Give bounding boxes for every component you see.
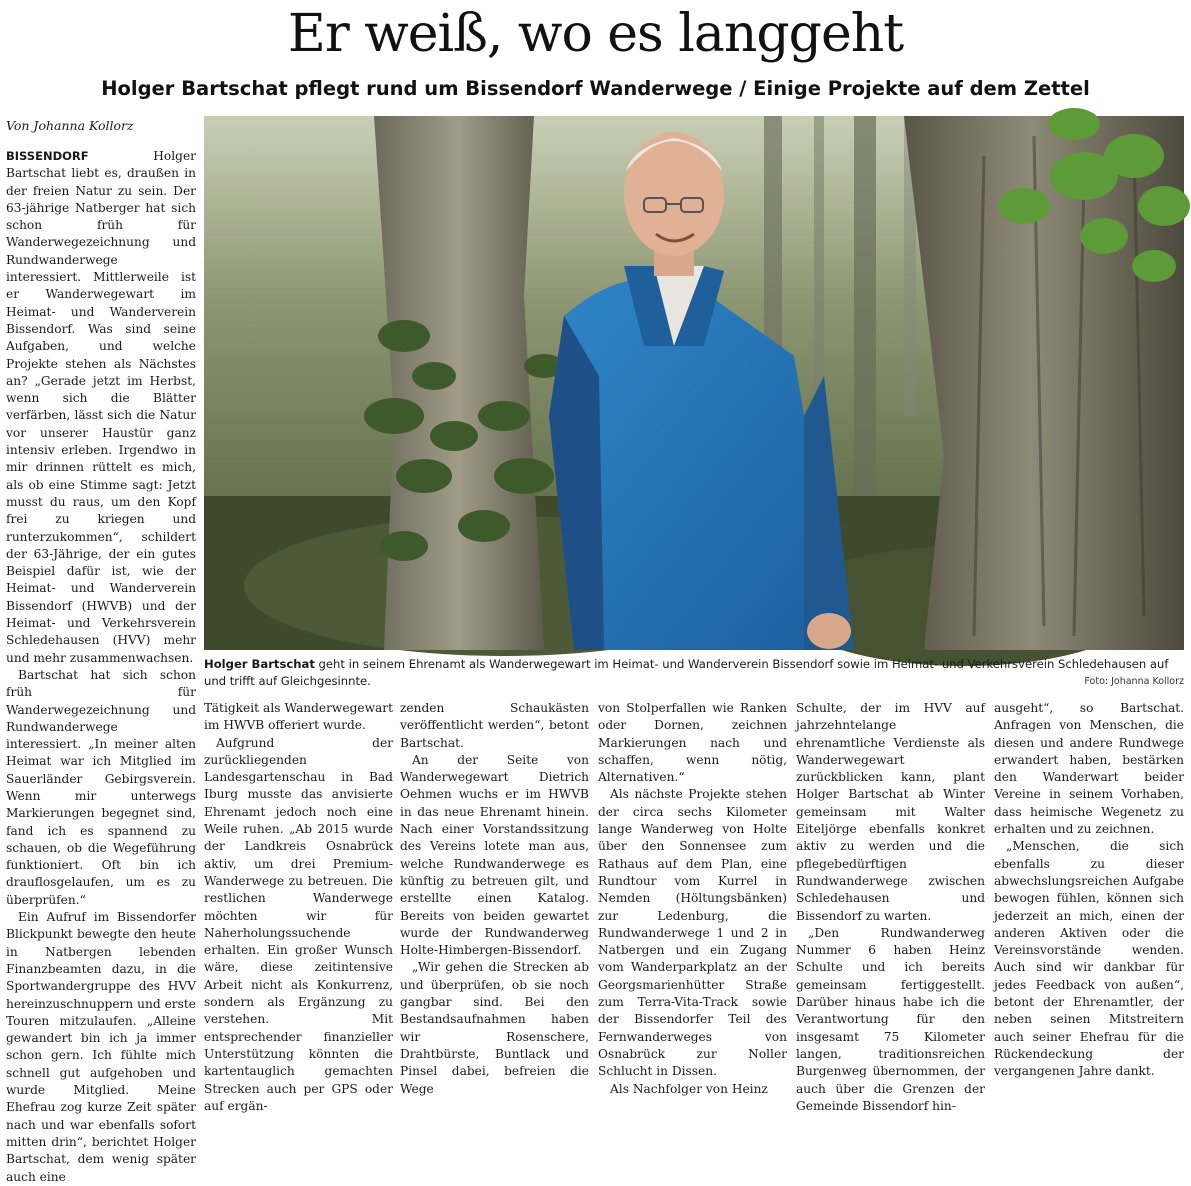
article-column-1 bbox=[6, 148, 196, 1184]
article-column-5 bbox=[796, 700, 985, 1113]
paragraph-text: Holger Bartschat liebt es, draußen in der freien Natur zu sein. Der 63-jährige Natberger hat sich schon früh für Wanderwegezeichnung und Rundwanderwege interessiert. Mittlerweile ist er Wanderwegewart im Heimat- und Wanderverein Bissendorf. Was sind seine Aufgaben, und welche Projekte stehen als Nächstes an? „Gerade jetzt im Herbst, wenn sich die Blätter verfärben, lässt sich die Natur vor unserer Haustür ganz intensiv erleben. Irgendwo in mir drinnen rüttelt es mich, als ob eine Stimme sagt: Jetzt musst du raus, um den Kopf frei zu kriegen und runterzukommen“, schildert der 63-Jährige, der ein gutes Beispiel dafür ist, wie der Heimat- und Wanderverein Bissendorf (HWVB) und der Heimat- und Verkehrsverein Schledehausen (HVV) mehr und mehr zusammenwachsen. bbox=[6, 149, 196, 665]
paragraph: Schulte, der im HVV auf jahrzehntelange ehrenamtliche Verdienste als Wanderwegewart zurückblicken kann, plant Holger Bartschat ab Winter gemeinsam mit Walter Eiteljörge ebenfalls konkret aktiv zu werden und die pflegebedürftigen Rundwanderwege zwischen Schledehausen und Bissendorf zu warten. bbox=[796, 701, 985, 923]
caption-text: geht in seinem Ehrenamt als Wanderwegewart im Heimat- und Wanderverein Bissendorf sowie im Heimat- und Verkehrsverein Schledehausen auf und trifft auf Gleichgesinnte. bbox=[204, 657, 1169, 688]
byline: Von Johanna Kollorz bbox=[6, 118, 134, 133]
paragraph: Aufgrund der zurückliegenden Landesgartenschau in Bad Iburg musste das anvisierte Ehrenamt jedoch noch eine Weile ruhen. „Ab 2015 wurde der Landkreis Osnabrück aktiv, um drei Premium-Wanderwege zu betreuen. Die restlichen Wanderwege möchten wir für Naherholungssuchende erhalten. Ein großer Wunsch wäre, diese zeitintensive Arbeit nicht als Konkurrenz, sondern als Ergänzung zu verstehen. Mit entsprechender finanzieller Unterstützung könnten die kartentauglich gemachten Strecken auch per GPS oder auf ergän- bbox=[204, 735, 393, 1113]
paragraph: Als nächste Projekte stehen der circa sechs Kilometer lange Wanderweg von Holte über den Sonnensee zum Rathaus auf dem Plan, eine Rundtour vom Kurrel in Nemden (Höltungsbänken) zur Ledenburg, die Rundwanderwege 1 und 2 in Natbergen und ein Zugang vom Wanderparkplatz an der Georgsmarienhütter Straße zum Terra-Vita-Track sowie der Bissendorfer Teil des Fernwanderweges von Osnabrück zur Noller Schlucht in Dissen. bbox=[598, 787, 787, 1079]
photo-caption bbox=[204, 656, 1184, 690]
article-column-6 bbox=[994, 700, 1184, 1082]
photo-portrait-in-forest bbox=[204, 116, 1184, 650]
paragraph: „Menschen, die sich ebenfalls zu dieser abwechslungsreichen Aufgabe bewogen fühlen, können sich jederzeit an mich, einen der anderen Aktiven oder die Vereinsvorstände wenden. Auch sind wir dankbar für jedes Feedback von außen“, betont der Ehrenamtler, der neben seinen Mitstreitern auch seiner Ehefrau für die Rückendeckung der vergangenen Jahre dankt. bbox=[994, 839, 1184, 1079]
article-column-4 bbox=[598, 700, 787, 1096]
subheadline: Holger Bartschat pflegt rund um Bissendorf Wanderwege / Einige Projekte auf dem Zettel bbox=[101, 77, 1090, 100]
paragraph: „Den Rundwanderweg Nummer 6 haben Heinz Schulte und ich bereits gemeinsam fertiggestellt. Darüber hinaus habe ich die Verantwortung für den insgesamt 75 Kilometer langen, traditionsreichen Burgenweg übernommen, der auch über die Grenzen der Gemeinde Bissendorf hin- bbox=[796, 925, 985, 1113]
paragraph: Tätigkeit als Wanderwegewart im HWVB offeriert wurde. bbox=[204, 701, 393, 733]
paragraph bbox=[6, 148, 196, 667]
paragraph: An der Seite von Wanderwegewart Dietrich Oehmen wuchs er im HWVB in das neue Ehrenamt hinein. Nach einer Vorstandssitzung des Vereins lotete man aus, welche Rundwanderwege es künftig zu betreuen gilt, und erstellte einen Katalog. Bereits von beiden gewartet wurde der Rundwanderweg Holte-Himbergen-Bissendorf. bbox=[400, 752, 589, 958]
paragraph: ausgeht“, so Bartschat. Anfragen von Menschen, die diesen und andere Rundwege erwandert haben, bestärken den Wanderwart beider Vereine in seinem Vorhaben, dass heimische Wegenetz zu erhalten und zu zeichnen. bbox=[994, 701, 1184, 837]
paragraph: von Stolperfallen wie Ranken oder Dornen, zeichnen Markierungen nach und schaffen, wenn nötig, Alternativen.“ bbox=[598, 701, 787, 785]
article-column-3 bbox=[400, 700, 589, 1096]
paragraph: Ein Aufruf im Bissendorfer Blickpunkt bewegte den heute in Natbergen lebenden Finanzbeamten dazu, in die Sportwandergruppe des HVV hereinzuschnuppern und erste Touren mitzulaufen. „Alleine gewandert bin ich ja immer schon gern. Ich fühlte mich schnell gut aufgehoben und wurde Mitglied. Meine Ehefrau zog kurze Zeit später nach und war ebenfalls sofort mitten drin“, berichtet Holger Bartschat, dem wenig später auch eine bbox=[6, 910, 196, 1184]
paragraph: zenden Schaukästen veröffentlicht werden“, betont Bartschat. bbox=[400, 701, 589, 750]
dateline: BISSENDORF bbox=[6, 149, 89, 163]
paragraph: „Wir gehen die Strecken ab und überprüfen, ob sie noch gangbar sind. Bei den Bestandsaufnahmen haben wir Rosenschere, Drahtbürste, Buntlack und Pinsel dabei, befreien die Wege bbox=[400, 960, 589, 1096]
paragraph: Als Nachfolger von Heinz bbox=[610, 1081, 768, 1096]
photo-credit: Foto: Johanna Kollorz bbox=[1084, 676, 1184, 687]
caption-name: Holger Bartschat bbox=[204, 657, 315, 671]
article-column-2 bbox=[204, 700, 393, 1113]
paragraph: Bartschat hat sich schon früh für Wanderwegezeichnung und Rundwanderwege interessiert. „In meiner alten Heimat war ich Mitglied im Sauerländer Gebirgsverein. Wenn mir unterwegs Markierungen begegnet sind, fand ich es spannend zu schauen, ob die Wegeführung funktioniert. Oft bin ich drauflosgelaufen, um es zu überprüfen.“ bbox=[6, 667, 196, 907]
headline: Er weiß, wo es langgeht bbox=[287, 4, 904, 64]
article-photo bbox=[204, 116, 1184, 650]
